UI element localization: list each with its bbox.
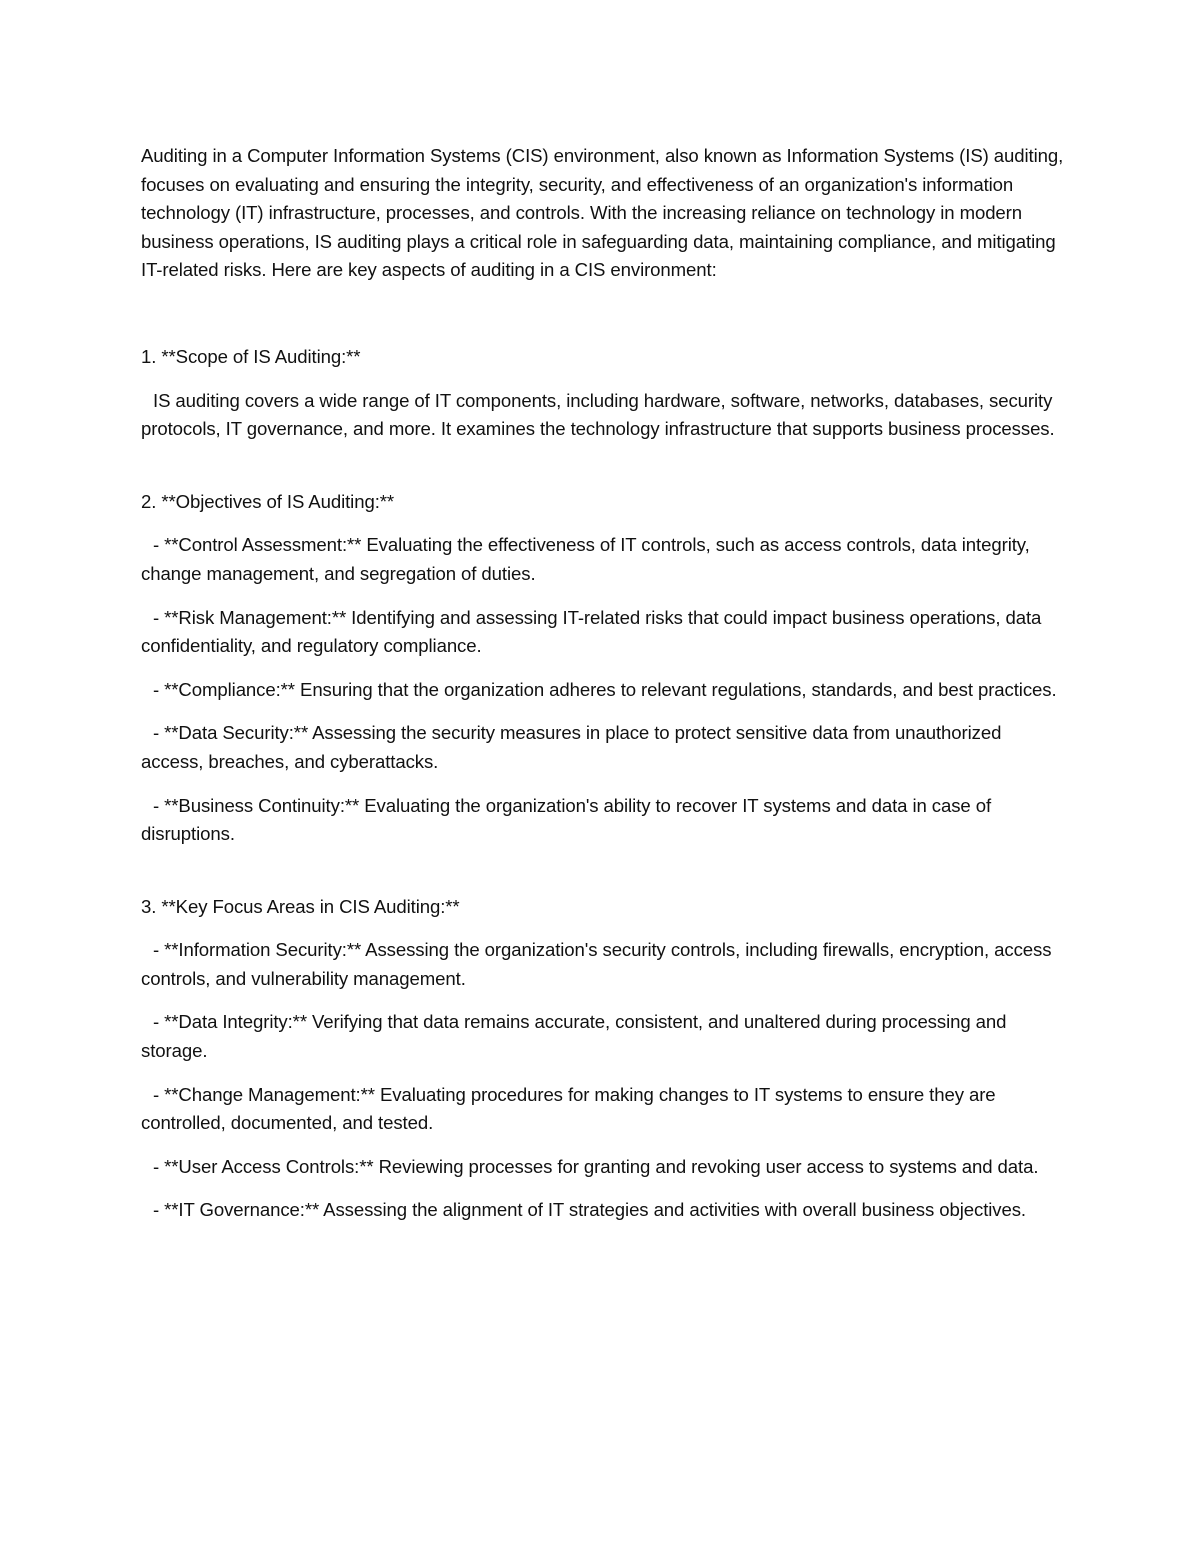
list-item: - **Compliance:** Ensuring that the organization adheres to relevant regulations, standards, and best practices. bbox=[153, 678, 1057, 700]
list-item: - **Data Integrity:** Verifying that data remains accurate, consistent, and unaltered during processing and storage. bbox=[141, 1011, 1007, 1062]
list-item: - **User Access Controls:** Reviewing processes for granting and revoking user access to systems and data. bbox=[153, 1155, 1039, 1177]
section-heading: 3. **Key Focus Areas in CIS Auditing:** bbox=[141, 895, 460, 917]
section-key-focus-areas bbox=[141, 893, 1066, 1225]
section-heading: 1. **Scope of IS Auditing:** bbox=[141, 345, 361, 367]
list-item: - **Change Management:** Evaluating procedures for making changes to IT systems to ensure they are controlled, documented, and tested. bbox=[141, 1083, 996, 1134]
list-item: - **Control Assessment:** Evaluating the effectiveness of IT controls, such as access controls, data integrity, change management, and segregation of duties. bbox=[141, 534, 1030, 584]
list-item: - **Data Security:** Assessing the security measures in place to protect sensitive data from unauthorized access, breaches, and cyberattacks. bbox=[141, 722, 1002, 772]
list-item: - **Risk Management:** Identifying and assessing IT-related risks that could impact business operations, data confidentiality, and regulatory compliance. bbox=[141, 606, 1042, 657]
document-body bbox=[141, 142, 1066, 1240]
section-heading: 2. **Objectives of IS Auditing:** bbox=[141, 490, 395, 512]
list-item: - **Information Security:** Assessing the organization's security controls, including firewalls, encryption, access controls, and vulnerability management. bbox=[141, 939, 1052, 989]
intro-paragraph: Auditing in a Computer Information Systems (CIS) environment, also known as Information Systems (IS) auditing, focuses on evaluating and ensuring the integrity, security, and effectiveness of an organization's information technology (IT) infrastructure, processes, and controls. With the increasing reliance on technology in modern business operations, IS auditing plays a critical role in safeguarding data, maintaining compliance, and mitigating IT-related risks. Here are key aspects of auditing in a CIS environment: bbox=[141, 145, 1064, 281]
section-paragraph: IS auditing covers a wide range of IT components, including hardware, software, networks, databases, security protocols, IT governance, and more. It examines the technology infrastructure that supports business processes. bbox=[141, 389, 1055, 440]
list-item: - **IT Governance:** Assessing the alignment of IT strategies and activities with overall business objectives. bbox=[153, 1199, 1026, 1221]
list-item: - **Business Continuity:** Evaluating the organization's ability to recover IT systems and data in case of disruptions. bbox=[141, 794, 992, 845]
section-scope bbox=[141, 343, 1066, 444]
section-objectives bbox=[141, 488, 1066, 849]
